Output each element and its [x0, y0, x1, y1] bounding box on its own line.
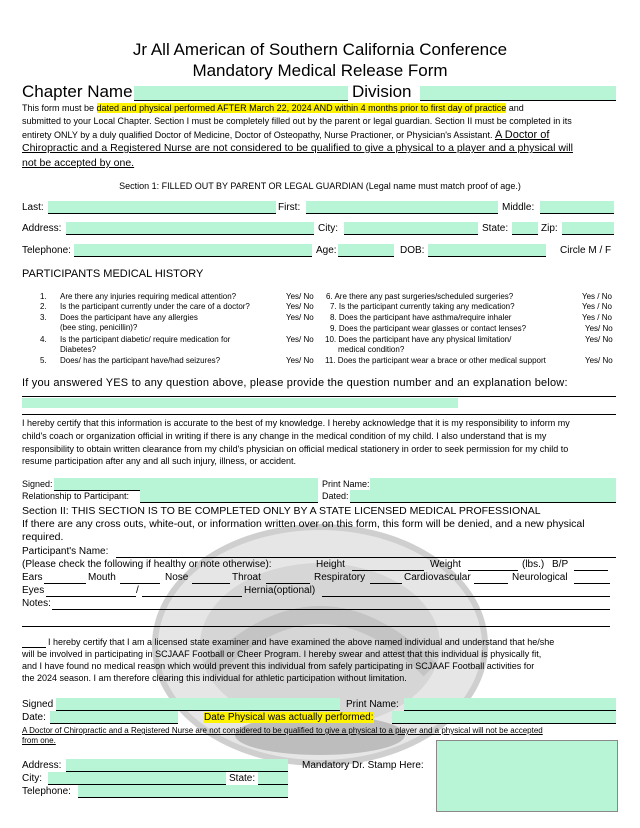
date-physical-performed-label: Date Physical was actually performed: — [204, 712, 374, 723]
q3-number: 3. — [40, 313, 47, 322]
hernia-field[interactable] — [322, 584, 610, 597]
q2-yes-no[interactable]: Yes/ No — [286, 302, 314, 311]
telephone-field[interactable] — [74, 244, 312, 257]
nose-field[interactable] — [192, 571, 230, 584]
doctor-print-name-label: Print Name: — [346, 699, 399, 710]
first-name-field[interactable] — [306, 201, 498, 214]
eyes-left-field[interactable] — [46, 584, 136, 597]
date-physical-performed-field[interactable] — [392, 711, 616, 724]
state-field[interactable] — [512, 222, 538, 235]
doctor-date-label: Date: — [22, 712, 46, 723]
sex-circle-label: Circle M / F — [560, 245, 612, 256]
age-label: Age: — [316, 245, 337, 256]
check-instruction: (Please check the following if healthy or note otherwise): — [22, 559, 272, 570]
q3-text: Does the participant have any allergies — [60, 313, 198, 322]
bp-label: B/P — [552, 559, 569, 570]
section2-heading: Section II: THIS SECTION IS TO BE COMPLETED ONLY BY A STATE LICENSED MEDICAL PROFESSIONAL — [22, 505, 541, 517]
q11-yes-no[interactable]: Yes/ No — [585, 356, 613, 365]
q6-text: 6. Are there any past surgeries/scheduled surgeries? — [326, 292, 514, 301]
certify2-line2: will be involved in participating in SCJAAF Football or Cheer Program. I hereby swear and attest that this individual is physically fit, — [22, 649, 542, 659]
cardiovascular-field[interactable] — [474, 571, 508, 584]
hernia-label: Hernia(optional) — [244, 585, 316, 596]
section1-heading: Section 1: FILLED OUT BY PARENT OR LEGAL GUARDIAN (Legal name must match proof of age.) — [119, 181, 521, 191]
section2-warning-2: required. — [22, 531, 64, 543]
q5-yes-no[interactable]: Yes/ No — [286, 356, 314, 365]
eyes-label: Eyes — [22, 585, 45, 596]
city-field[interactable] — [344, 222, 478, 235]
doctor-signature-field[interactable] — [56, 698, 340, 711]
neurological-label: Neurological — [512, 572, 568, 583]
certify1-line3: responsibility to obtain written clearance from my child's physician on official medical stationery in order to seek permission for my child to — [22, 444, 569, 454]
relationship-field[interactable] — [140, 490, 318, 503]
eyes-right-field[interactable] — [142, 584, 242, 597]
weight-label: Weight — [430, 559, 461, 570]
q9-text: 9. Does the participant wear glasses or contact lenses? — [330, 324, 527, 333]
intro-line-3: entirety ONLY by a duly qualified Doctor of Medicine, Doctor of Osteopathy, Nurse Practioner, or Physician's Assistant. A Doctor of — [22, 129, 550, 141]
intro-line-1: This form must be dated and physical performed AFTER March 22, 2024 AND within 4 months prior to first day of practice and — [22, 103, 524, 113]
first-label: First: — [278, 202, 301, 213]
doctor-signed-label: Signed — [22, 699, 54, 710]
zip-field[interactable] — [562, 222, 614, 235]
last-label: Last: — [22, 202, 44, 213]
throat-field[interactable] — [266, 571, 310, 584]
explanation-line-2[interactable] — [22, 400, 616, 415]
doctor-telephone-field[interactable] — [78, 785, 288, 798]
relationship-label: Relationship to Participant: — [22, 491, 130, 501]
q4-number: 4. — [40, 335, 47, 344]
chapter-name-label: Chapter Name — [22, 82, 133, 101]
stamp-label: Mandatory Dr. Stamp Here: — [302, 760, 424, 771]
ears-label: Ears — [22, 572, 43, 583]
ears-field[interactable] — [44, 571, 86, 584]
q9-yes-no[interactable]: Yes/ No — [585, 324, 613, 333]
q11-text: 11. Does the participant wear a brace or other medical support — [325, 356, 546, 365]
date-requirement-highlight: dated and physical performed AFTER March 22, 2024 AND within 4 months prior to first day of practice — [96, 103, 507, 113]
q3-text-cont: (bee sting, penicillin)? — [60, 323, 138, 332]
cardiovascular-label: Cardiovascular — [404, 572, 471, 583]
parent-signed-label: Signed: — [22, 479, 53, 489]
certify1-line1: I hereby certify that this information is accurate to the best of my knowledge. I hereby acknowledge that it is my responsibility to inform my — [22, 418, 570, 428]
certify1-line2: child's coach or organization official in writing if there is any change in the medical condition of my child. I also understand that is my — [22, 431, 547, 441]
respiratory-field[interactable] — [370, 571, 402, 584]
respiratory-label: Respiratory — [314, 572, 366, 583]
disclaimer-line1: A Doctor of Chiropractic and a Registered Nurse are not considered to be qualified to give a physical to a player and a physical will not be accepted — [22, 726, 543, 735]
doctor-print-name-field[interactable] — [404, 698, 616, 711]
height-label: Height — [316, 559, 345, 570]
last-name-field[interactable] — [48, 201, 276, 214]
q8-yes-no[interactable]: Yes / No — [582, 313, 612, 322]
certify2-line1: I hereby certify that I am a licensed state examiner and have examined the above named individual and understand that he/she — [48, 637, 555, 647]
certify1-line4: resume participation after any and all such injury, illness, or accident. — [22, 456, 296, 466]
doctor-address-label: Address: — [22, 760, 62, 771]
q4-text-cont: Diabetes? — [60, 345, 97, 354]
q1-yes-no[interactable]: Yes/ No — [286, 292, 314, 301]
certify2-line4: the 2024 season. I am therefore clearing this individual for athletic participation without limitation. — [22, 673, 407, 683]
bp-field[interactable] — [574, 558, 608, 571]
parent-dated-label: Dated: — [322, 491, 349, 501]
q4-yes-no[interactable]: Yes/ No — [286, 335, 314, 344]
zip-label: Zip: — [541, 223, 558, 234]
eyes-slash: / — [136, 585, 139, 596]
weight-field[interactable] — [468, 558, 518, 571]
mouth-field[interactable] — [120, 571, 160, 584]
state-label: State: — [482, 223, 509, 234]
mouth-label: Mouth — [88, 572, 116, 583]
doctor-address-field[interactable] — [66, 759, 288, 772]
division-field[interactable] — [420, 86, 616, 101]
parent-dated-field[interactable] — [350, 490, 616, 503]
q8-text: 8. Does the participant have asthma/require inhaler — [330, 313, 512, 322]
middle-name-field[interactable] — [540, 201, 614, 214]
lbs-label: (lbs.) — [522, 559, 545, 570]
doctor-state-field[interactable] — [258, 772, 288, 785]
examiner-initials-field[interactable] — [22, 635, 46, 648]
address-field[interactable] — [66, 222, 314, 235]
height-field[interactable] — [352, 558, 424, 571]
address-label: Address: — [22, 223, 62, 234]
q10-text-cont: medical condition? — [338, 345, 405, 354]
doctor-city-label: City: — [22, 773, 42, 784]
nose-label: Nose — [165, 572, 189, 583]
parent-print-name-label: Print Name: — [322, 479, 370, 489]
q2-text: Is the participant currently under the care of a doctor? — [60, 302, 250, 311]
form-title-line2: Mandatory Medical Release Form — [192, 61, 448, 80]
dob-label: DOB: — [400, 245, 425, 256]
participant-name-field[interactable] — [116, 545, 616, 558]
doctor-state-label: State: — [229, 773, 256, 784]
q2-number: 2. — [40, 302, 47, 311]
q6-yes-no[interactable]: Yes / No — [582, 292, 612, 301]
q5-number: 5. — [40, 356, 47, 365]
q10-text: 10. Does the participant have any physical limitation/ — [325, 335, 512, 344]
disclaimer-line2: from one. — [22, 736, 56, 745]
intro-line-2: submitted to your Local Chapter. Section I must be completely filled out by the parent or legal guardian. Section II must be completed in its — [22, 116, 572, 126]
participant-name-label: Participant's Name: — [22, 546, 109, 557]
dob-field[interactable] — [428, 244, 546, 257]
q10-yes-no[interactable]: Yes/ No — [585, 335, 613, 344]
q1-text: Are there any injuries requiring medical attention? — [60, 292, 237, 301]
doctor-city-field[interactable] — [48, 772, 226, 785]
q5-text: Does/ has the participant have/had seizures? — [60, 356, 221, 365]
doctor-stamp-box[interactable] — [436, 740, 618, 812]
notes-line-2[interactable] — [22, 614, 610, 627]
telephone-label: Telephone: — [22, 245, 71, 256]
city-label: City: — [318, 223, 338, 234]
doctor-date-field[interactable] — [50, 711, 178, 724]
q7-yes-no[interactable]: Yes / No — [582, 302, 612, 311]
explanation-line-1[interactable] — [22, 384, 616, 397]
notes-line-1[interactable] — [52, 597, 610, 610]
form-title-line1: Jr All American of Southern California Conference — [132, 40, 508, 59]
doctor-telephone-label: Telephone: — [22, 786, 71, 797]
q1-number: 1. — [40, 292, 47, 301]
intro-line-4: Chiropractic and a Registered Nurse are not considered to be qualified to give a physical to a player and a physical will — [22, 142, 573, 154]
division-label: Division — [352, 82, 412, 101]
age-field[interactable] — [338, 244, 394, 257]
certify2-line3: and I have found no medical reason which would prevent this individual from safely participating in SCJAAF Football activities for — [22, 661, 535, 671]
q7-text: 7. Is the participant currently taking any medication? — [330, 302, 515, 311]
q3-yes-no[interactable]: Yes/ No — [286, 313, 314, 322]
if-yes-instruction: If you answered YES to any question above, please provide the question number and an explanation below: — [22, 377, 568, 389]
section2-warning-1: If there are any cross outs, white-out, or information written over on this form, this form will be denied, and a new physical — [22, 518, 585, 530]
intro-line-5: not be accepted by one. — [22, 157, 135, 169]
q4-text: Is the participant diabetic/ require medication for — [60, 335, 231, 344]
middle-label: Middle: — [502, 202, 535, 213]
notes-label: Notes: — [22, 598, 51, 609]
chapter-name-field[interactable] — [134, 86, 348, 101]
neurological-field[interactable] — [574, 571, 610, 584]
throat-label: Throat — [232, 572, 261, 583]
medical-history-heading: PARTICIPANTS MEDICAL HISTORY — [22, 268, 204, 280]
